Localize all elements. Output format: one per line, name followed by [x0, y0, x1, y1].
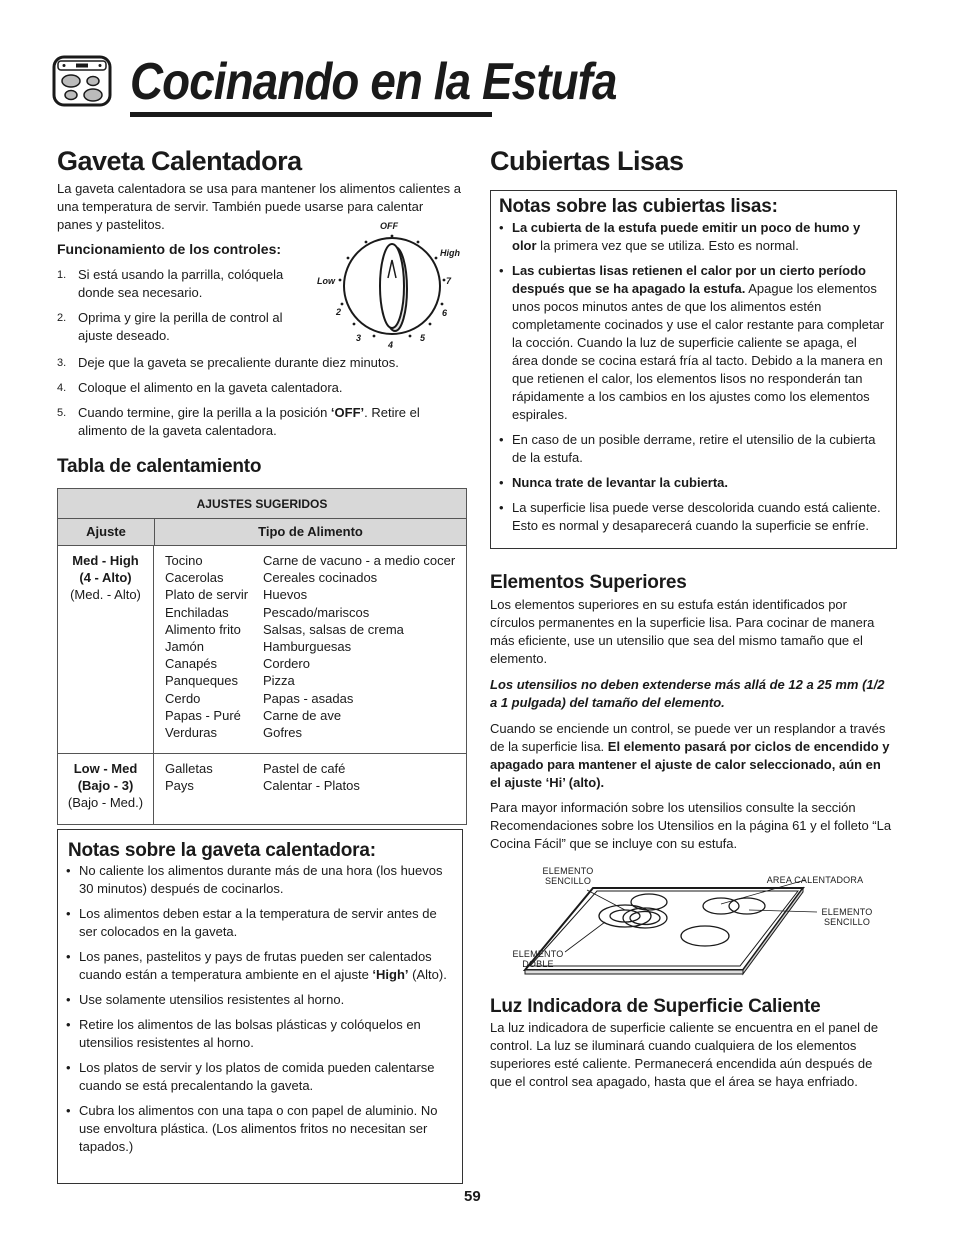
- food-item: Papas - Puré: [165, 707, 241, 723]
- food-item: Enchiladas: [165, 604, 229, 620]
- label-warming-area: AREA CALENTADORA: [766, 875, 864, 885]
- food-item: Papas - asadas: [263, 690, 354, 706]
- gaveta-intro: La gaveta calentadora se usa para mantener los alimentos calientes a una temperatura de servir. También puede usarse para calentar panes y pastelitos.: [57, 181, 461, 232]
- food-item: Verduras: [165, 725, 218, 741]
- food-item: Pescado/mariscos: [263, 604, 370, 620]
- column-header-food: Tipo de Alimento: [258, 524, 363, 539]
- step-item: 1. Si está usando la parrilla, colóquela donde sea necesario.: [57, 267, 284, 300]
- food-item: Cereales cocinados: [263, 570, 378, 586]
- food-item: Pastel de café: [263, 761, 346, 776]
- food-item: Pizza: [263, 673, 295, 689]
- elementos-warning: Los utensilios no deben extenderse más allá de 12 a 25 mm (1/2 a 1 pulgada) del tamaño del elemento.: [490, 677, 885, 710]
- list-item: • La superficie lisa puede verse descolorida cuando está caliente. Esto es normal y desaparecerá cuando la superficie se enfríe.: [491, 499, 886, 535]
- table-row: [58, 546, 466, 754]
- controls-heading: Funcionamiento de los controles:: [57, 241, 282, 257]
- list-item: • Nunca trate de levantar la cubierta.: [491, 474, 886, 492]
- foods-cell: [154, 546, 466, 753]
- section-title-gaveta: Gaveta Calentadora: [57, 146, 302, 176]
- label-single-element: ELEMENTO SENCILLO: [821, 907, 873, 927]
- table-row: [58, 754, 466, 824]
- svg-text:6: 6: [442, 308, 448, 318]
- cubiertas-notes-title: Notas sobre las cubiertas lisas:: [499, 196, 778, 217]
- section-title-luz: Luz Indicadora de Superficie Caliente: [490, 996, 821, 1017]
- title-rule: [130, 112, 492, 117]
- svg-text:7: 7: [446, 276, 452, 286]
- food-item: Carne de ave: [263, 707, 342, 723]
- luz-paragraph: La luz indicadora de superficie caliente se encuentra en el panel de control. La luz se iluminará cuando cualquiera de los elementos superiores esté caliente. Permanecerá encendida aún después de que el control sea apagado, hasta que el área se haya enfriado.: [490, 1020, 879, 1089]
- step-item: 4. Coloque el alimento en la gaveta calentadora.: [57, 380, 343, 395]
- list-item: • Los alimentos deben estar a la temperatura de servir antes de ser colocados en la gaveta.: [58, 905, 450, 941]
- list-item: • Los platos de servir y los platos de comida pueden calentarse cuando se está precalentando la gaveta.: [58, 1059, 450, 1095]
- food-item: Tocino: [165, 553, 203, 568]
- svg-text:2: 2: [336, 307, 342, 317]
- control-knob-diagram: [312, 218, 472, 361]
- food-item: Jamón: [165, 639, 205, 655]
- knob-low-label: Low: [317, 276, 335, 286]
- step-item: 5. Cuando termine, gire la perilla a la posición ‘OFF’. Retire el alimento de la gaveta calentadora.: [57, 405, 420, 438]
- food-item: Plato de servir: [165, 587, 249, 603]
- food-item: Huevos: [263, 587, 308, 603]
- food-item: Canapés: [165, 656, 218, 672]
- gaveta-notes-list: [58, 862, 450, 1163]
- elementos-paragraph: Cuando se enciende un control, se puede ver un resplandor a través de la superficie lisa. El elemento pasará por ciclos de encendido y apagado para mantener el ajuste de calor seleccionado, aún en el ajuste ‘Hi’ (alto).: [490, 721, 890, 790]
- knob-high-label: High: [440, 248, 460, 258]
- cubiertas-notes-list: [491, 219, 886, 542]
- foods-column-a: [165, 760, 263, 824]
- food-item: Calentar - Platos: [263, 778, 360, 794]
- foods-column-b: [263, 760, 466, 824]
- column-header-setting: Ajuste: [58, 519, 155, 545]
- section-title-cubiertas: Cubiertas Lisas: [490, 146, 684, 176]
- cubiertas-notes-box: [490, 190, 897, 549]
- table-header-row: [58, 519, 466, 546]
- gaveta-notes-box: [57, 829, 463, 1184]
- setting-cell: Med - High (4 - Alto) (Med. - Alto): [58, 546, 154, 753]
- food-item: Cerdo: [165, 690, 201, 706]
- knob-off-label: OFF: [380, 221, 398, 231]
- page-title: Cocinando en la Estufa: [130, 53, 617, 111]
- list-item: • Retire los alimentos de las bolsas plásticas y colóquelos en utensilios resistentes al horno.: [58, 1016, 450, 1052]
- food-item: Cordero: [263, 656, 310, 672]
- food-item: Carne de vacuno - a medio cocer: [263, 553, 456, 568]
- food-item: Salsas, salsas de crema: [263, 621, 404, 637]
- food-item: Galletas: [165, 761, 213, 776]
- food-item: Gofres: [263, 725, 303, 741]
- elementos-paragraph: Los elementos superiores en su estufa están identificados por círculos permanentes en la superficie lisa. Para cocinar de manera más eficiente, use un utensilio que sea del mismo tamaño que el elemento.: [490, 597, 875, 666]
- label-double-element: ELEMENTO DOBLE: [512, 949, 564, 969]
- list-item: • Use solamente utensilios resistentes al horno.: [58, 991, 450, 1009]
- list-item: • Las cubiertas lisas retienen el calor por un cierto período después que se ha apagado la estufa. Apague los elementos unos pocos minutos antes de que los alimentos estén completamente cocinados y use el calor restante para completar la cocción. Cuando la luz de superficie caliente se apaga, el área donde se cocina estará fría al tacto. Debido a la manera en que retienen el calor, los elementos lisos no responderán tan rápidamente a los cambios en los ajustes como los elementos espirales.: [491, 262, 886, 424]
- foods-column-a: [165, 552, 263, 753]
- gaveta-notes-title: Notas sobre la gaveta calentadora:: [68, 840, 376, 861]
- step-item: 2. Oprima y gire la perilla de control al ajuste deseado.: [57, 310, 283, 343]
- page-number: 59: [464, 1188, 481, 1205]
- setting-cell: Low - Med (Bajo - 3) (Bajo - Med.): [58, 754, 154, 824]
- food-item: Cacerolas: [165, 570, 224, 586]
- svg-text:5: 5: [420, 333, 426, 343]
- steps-list: [57, 266, 302, 352]
- table-header-main: AJUSTES SUGERIDOS: [58, 489, 466, 519]
- section-title-elementos: Elementos Superiores: [490, 572, 687, 593]
- heating-table: [57, 488, 467, 825]
- svg-text:3: 3: [356, 333, 362, 343]
- foods-column-b: [263, 552, 466, 753]
- food-item: Panqueques: [165, 673, 239, 689]
- section-title-tabla: Tabla de calentamiento: [57, 456, 262, 477]
- food-item: Pays: [165, 778, 194, 794]
- svg-text:4: 4: [388, 340, 394, 350]
- list-item: • No caliente los alimentos durante más de una hora (los huevos 30 minutos) después de cocinarlos.: [58, 862, 450, 898]
- label-single-element: ELEMENTO SENCILLO: [542, 866, 594, 886]
- list-item: • En caso de un posible derrame, retire el utensilio de la cubierta de la estufa.: [491, 431, 886, 467]
- list-item: • Los panes, pastelitos y pays de frutas pueden ser calentados cuando están a temperatura ambiente en el ajuste ‘High’ (Alto).: [58, 948, 450, 984]
- stove-icon: [52, 55, 114, 114]
- food-item: Hamburguesas: [263, 639, 352, 655]
- steps-list-continued: [57, 354, 457, 447]
- elementos-paragraph: Para mayor información sobre los utensilios consulte la sección Recomendaciones sobre los Utensilios en la página 61 y el folleto “La Cocina Fácil” que se incluye con su estufa.: [490, 800, 892, 851]
- food-item: Alimento frito: [165, 621, 241, 637]
- list-item: • Cubra los alimentos con una tapa o con papel de aluminio. No use envoltura plástica. (Los alimentos fritos no necesitan ser tapados.): [58, 1102, 450, 1156]
- step-item: 3. Deje que la gaveta se precaliente durante diez minutos.: [57, 355, 399, 370]
- list-item: • La cubierta de la estufa puede emitir un poco de humo y olor la primera vez que se utiliza. Esto es normal.: [491, 219, 886, 255]
- foods-cell: [154, 754, 466, 824]
